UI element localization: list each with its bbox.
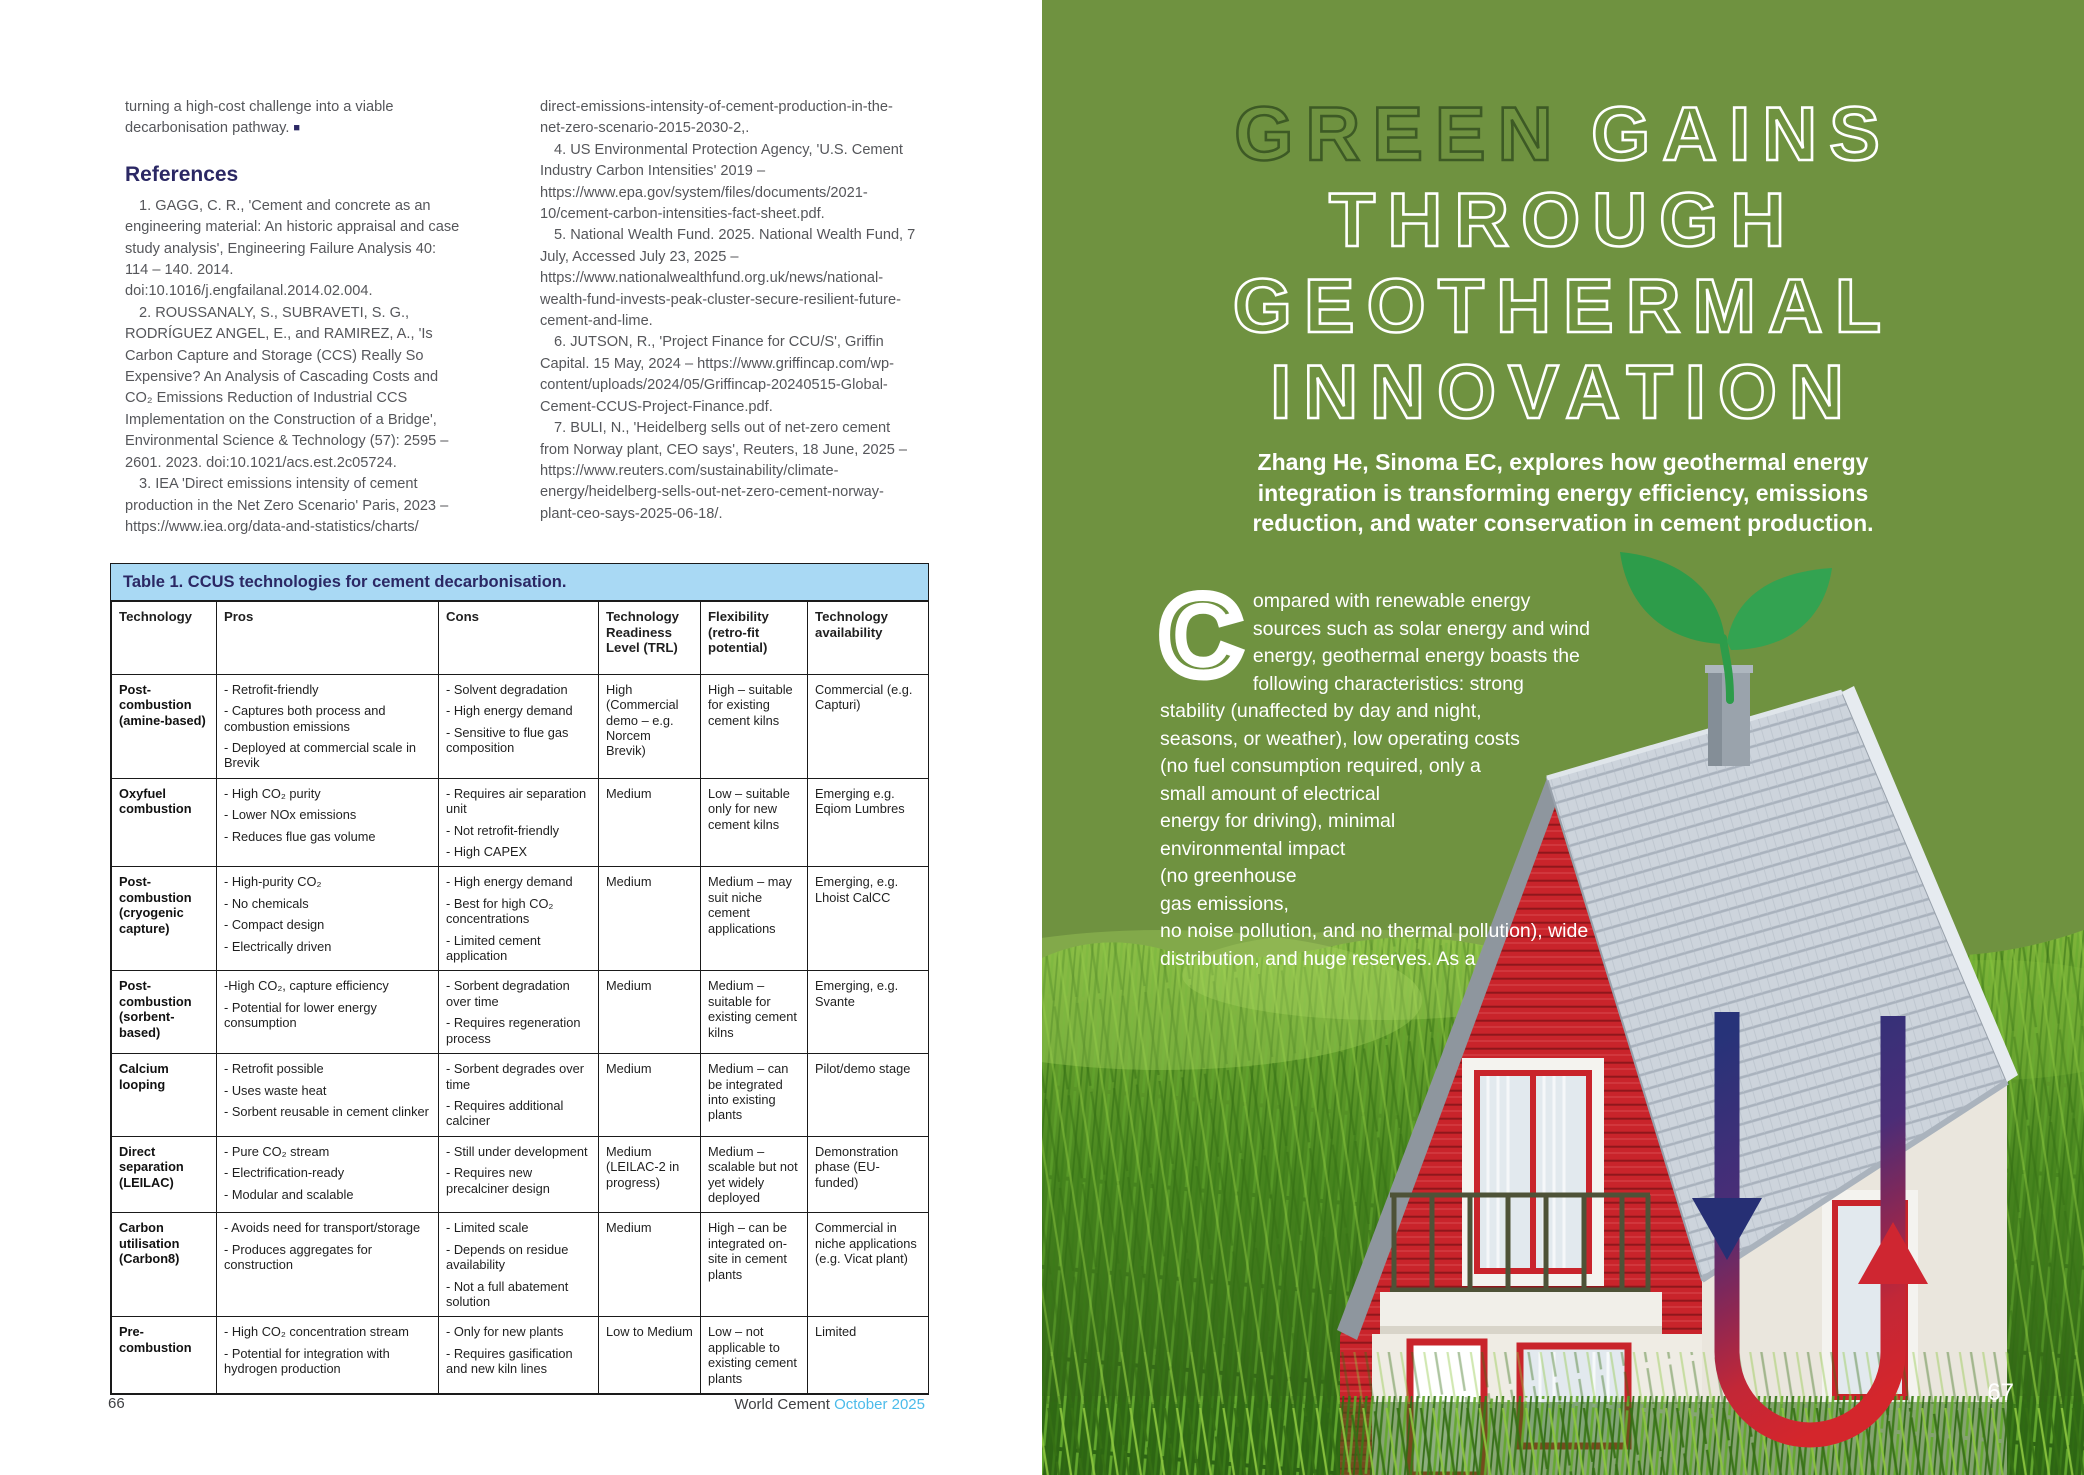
cell-availability: Emerging, e.g. Svante: [808, 971, 929, 1054]
table-row: [112, 971, 929, 1054]
text-column-2: [540, 97, 916, 525]
title-word-green: GREEN: [1234, 92, 1565, 177]
end-of-article-marker: ■: [293, 122, 301, 135]
cell-pros: -High CO₂, capture efficiency - Potential for lower energy consumption: [217, 971, 439, 1054]
title-line-2: THROUGH: [1328, 178, 1798, 263]
cell-pros: - Retrofit-friendly - Captures both process and combustion emissions - Deployed at commercial scale in Brevik: [217, 674, 439, 778]
cell-trl: Medium: [599, 1213, 701, 1317]
cell-cons: - Solvent degradation - High energy demand - Sensitive to flue gas composition: [439, 674, 599, 778]
cell-cons: - Still under development - Requires new precalciner design: [439, 1136, 599, 1213]
cell-availability: Limited: [808, 1317, 929, 1394]
cell-flexibility: Low – suitable only for new cement kilns: [701, 778, 808, 867]
table-row: [112, 867, 929, 971]
table-title: Table 1. CCUS technologies for cement decarbonisation.: [111, 564, 928, 601]
title-line-3: GEOTHERMAL: [1232, 264, 1894, 349]
cell-availability: Pilot/demo stage: [808, 1054, 929, 1137]
cell-availability: Demonstration phase (EU-funded): [808, 1136, 929, 1213]
reference-item: 4. US Environmental Protection Agency, 'U.S. Cement Industry Carbon Intensities' 2019 – https://www.epa.gov/system/files/documents/2021-10/cement-carbon-intensities-fact-sheet.pdf.: [540, 141, 903, 223]
cell-availability: Emerging, e.g. Lhoist CalCC: [808, 867, 929, 971]
right-page: [1042, 0, 2084, 1475]
cell-pros: - High CO₂ concentration stream - Potential for integration with hydrogen production: [217, 1317, 439, 1394]
foreground-grass: [1042, 1352, 2084, 1475]
cell-trl: Medium: [599, 1054, 701, 1137]
cell-trl: Medium: [599, 971, 701, 1054]
cell-flexibility: Medium – scalable but not yet widely deployed: [701, 1136, 808, 1213]
cell-technology: Post-combustion (amine-based): [112, 674, 217, 778]
table-column-header: Technology: [112, 602, 217, 675]
cell-pros: - Retrofit possible - Uses waste heat - Sorbent reusable in cement clinker: [217, 1054, 439, 1137]
cell-technology: Oxyfuel combustion: [112, 778, 217, 867]
sprout-leaves-icon: [1620, 552, 1832, 700]
magazine-name: World Cement: [734, 1396, 830, 1413]
table-row: [112, 1213, 929, 1317]
cell-technology: Pre-combustion: [112, 1317, 217, 1394]
table-column-header: Technology availability: [808, 602, 929, 675]
reference-item: 5. National Wealth Fund. 2025. National Wealth Fund, 7 July, Accessed July 23, 2025 – https://www.nationalwealthfund.org.uk/news/national-wealth-fund-invests-peak-cluster-secure-resilient-future-cement-and-lime.: [540, 227, 916, 330]
cell-pros: - High-purity CO₂ - No chemicals - Compact design - Electrically driven: [217, 867, 439, 971]
cell-flexibility: Medium – may suit niche cement applications: [701, 867, 808, 971]
table-row: [112, 674, 929, 778]
cell-availability: Commercial (e.g. Capturi): [808, 674, 929, 778]
standfirst: Zhang He, Sinoma EC, explores how geothermal energy integration is transforming energy efficiency, emissions reduction, and water conservation in cement production.: [1252, 449, 1874, 536]
body-text: ompared with renewable energy sources such as solar energy and wind energy, geothermal energy boasts the following characteristics: strong stability (unaffected by day and night, seasons, or weather), low operating costs (no fuel consumption required, only a small amount of electrical energy for driving), minimal environmental impact (no greenhouse gas emissions, no noise pollution, and no thermal pollution), wide distribution, and huge reserves. As a: [1160, 590, 1590, 970]
issue-date: October 2025: [834, 1396, 925, 1413]
cell-cons: - High energy demand - Best for high CO₂ concentrations - Limited cement application: [439, 867, 599, 971]
references-heading: References: [125, 162, 239, 186]
table-row: [112, 778, 929, 867]
table-column-header: Pros: [217, 602, 439, 675]
cell-technology: Calcium looping: [112, 1054, 217, 1137]
intro-paragraph: [125, 97, 463, 140]
cell-technology: Post-combustion (cryogenic capture): [112, 867, 217, 971]
cell-flexibility: Low – not applicable to existing cement plants: [701, 1317, 808, 1394]
cell-pros: - Pure CO₂ stream - Electrification-ready - Modular and scalable: [217, 1136, 439, 1213]
table-body: [112, 674, 929, 1393]
references-list-col2: [540, 97, 916, 525]
title-line-1: [1072, 92, 2054, 178]
cell-availability: Commercial in niche applications (e.g. Vicat plant): [808, 1213, 929, 1317]
table-row: [112, 1317, 929, 1394]
ccus-table: [110, 563, 929, 1395]
cell-technology: Post-combustion (sorbent-based): [112, 971, 217, 1054]
reference-item: 3. IEA 'Direct emissions intensity of cement production in the Net Zero Scenario' Paris, 2023 – https://www.iea.org/data-and-statistics/charts/: [125, 476, 449, 535]
reference-item: 6. JUTSON, R., 'Project Finance for CCU/S', Griffin Capital. 15 May, 2024 – https://www.griffincap.com/wp-content/uploads/2024/05/Griffincap-20240515-Global-Cement-CCUS-Project-Finance.pdf.: [540, 334, 894, 415]
cell-pros: - High CO₂ purity - Lower NOx emissions - Reduces flue gas volume: [217, 778, 439, 867]
cell-trl: Medium: [599, 867, 701, 971]
cell-technology: Direct separation (LEILAC): [112, 1136, 217, 1213]
table-column-header: Flexibility (retro-fit potential): [701, 602, 808, 675]
table-row: [112, 1136, 929, 1213]
cell-trl: Medium: [599, 778, 701, 867]
cell-flexibility: High – can be integrated on-site in cement plants: [701, 1213, 808, 1317]
table-row: [112, 1054, 929, 1137]
table-column-header: Technology Readiness Level (TRL): [599, 602, 701, 675]
title-line-4: INNOVATION: [1270, 350, 1856, 435]
cell-cons: - Limited scale - Depends on residue availability - Not a full abatement solution: [439, 1213, 599, 1317]
table-header-row: [112, 602, 929, 675]
references-list-col1: [125, 196, 463, 539]
title-word-gains: GAINS: [1591, 92, 1892, 177]
reference-item: 1. GAGG, C. R., 'Cement and concrete as an engineering material: An historic appraisal and case study analysis', Engineering Failure Analysis 40: 114 – 140. 2014. doi:10.1016/j.engfailanal.2014.02.004.: [125, 197, 460, 300]
cell-pros: - Avoids need for transport/storage - Produces aggregates for construction: [217, 1213, 439, 1317]
cell-cons: - Only for new plants - Requires gasification and new kiln lines: [439, 1317, 599, 1394]
cell-technology: Carbon utilisation (Carbon8): [112, 1213, 217, 1317]
cell-trl: Low to Medium: [599, 1317, 701, 1394]
reference-item: direct-emissions-intensity-of-cement-production-in-the-net-zero-scenario-2015-2030-2,.: [540, 99, 893, 137]
cell-cons: - Sorbent degradation over time - Requires regeneration process: [439, 971, 599, 1054]
cell-flexibility: Medium – suitable for existing cement kilns: [701, 971, 808, 1054]
text-column-1: [125, 97, 463, 538]
cell-flexibility: Medium – can be integrated into existing plants: [701, 1054, 808, 1137]
page-number-right: 67: [1987, 1379, 2014, 1406]
cell-flexibility: High – suitable for existing cement kilns: [701, 674, 808, 778]
cell-cons: - Requires air separation unit - Not retrofit-friendly - High CAPEX: [439, 778, 599, 867]
intro-text: turning a high-cost challenge into a viable decarbonisation pathway.: [125, 99, 394, 137]
article-body: [1160, 573, 1590, 973]
page-number-left: 66: [108, 1395, 125, 1412]
drop-cap: C: [1160, 573, 1241, 698]
reference-item: 7. BULI, N., 'Heidelberg sells out of net-zero cement from Norway plant, CEO says', Reuters, 18 June, 2025 – https://www.reuters.com/sustainability/climate-energy/heidelberg-sells-out-net-zero-cement-norway-plant-ceo-says-2025-06-18/.: [540, 420, 907, 522]
cell-availability: Emerging e.g. Eqiom Lumbres: [808, 778, 929, 867]
cell-trl: Medium (LEILAC-2 in progress): [599, 1136, 701, 1213]
cell-trl: High (Commercial demo – e.g. Norcem Brevik): [599, 674, 701, 778]
table-column-header: Cons: [439, 602, 599, 675]
reference-item: 2. ROUSSANALY, S., SUBRAVETI, S. G., RODRÍGUEZ ANGEL, E., and RAMIREZ, A., 'Is Carbon Capture and Storage (CCS) Really So Expensive? An Analysis of Cascading Costs and CO₂ Emissions Reduction of Industrial CCS Implementation on the Construction of a Bridge', Environmental Science & Technology (57): 2595 – 2601. 2023. doi:10.1021/acs.est.2c05724.: [125, 304, 449, 471]
running-footer: [0, 1396, 925, 1413]
article-title: [1072, 92, 2054, 436]
cell-cons: - Sorbent degrades over time - Requires additional calciner: [439, 1054, 599, 1137]
